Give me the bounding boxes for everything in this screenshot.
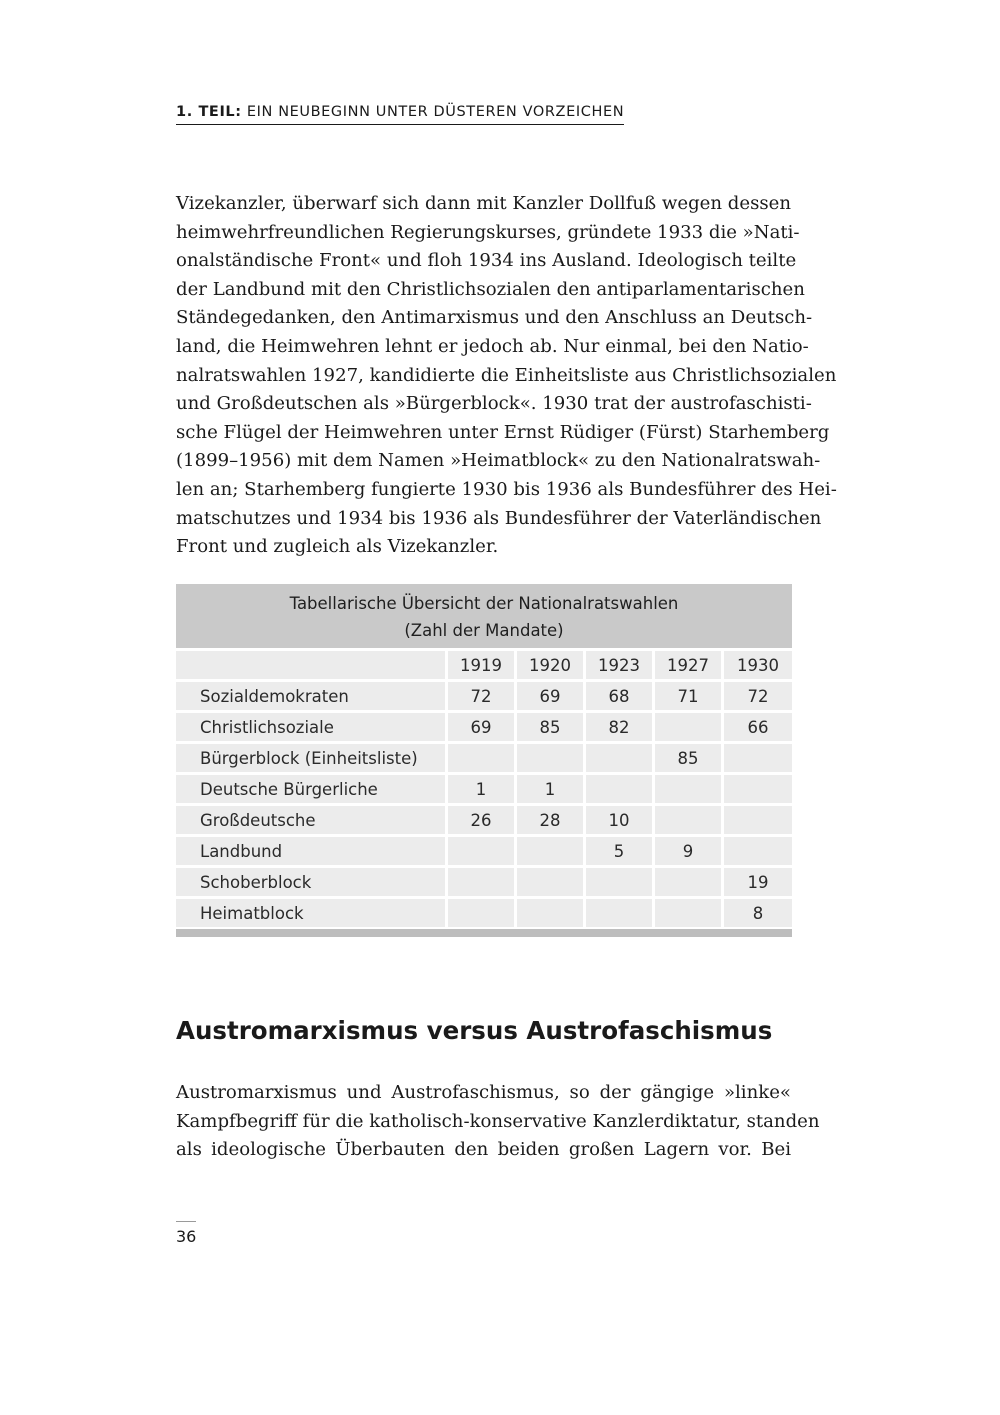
page-number: 36 [176,1227,197,1246]
text-line: (1899–1956) mit dem Namen »Heimatblock« zu den Nationalratswah- [176,450,821,472]
mandate-cell: 72 [448,682,517,713]
table-row [176,899,792,930]
mandate-cell: 8 [724,899,792,930]
text-line: Austromarxismus und Austrofaschismus, so der gängige »linke« [176,1082,791,1103]
text-line: nalratswahlen 1927, kandidierte die Einheitsliste aus Christlichsozialen [176,364,837,386]
mandate-cell [448,837,517,868]
running-head [176,104,624,125]
footer-rule [176,1221,196,1222]
mandate-cell: 69 [448,713,517,744]
table-row [176,713,792,744]
mandate-cell: 72 [724,682,792,713]
mandate-cell [517,868,586,899]
mandate-cell [655,806,724,837]
mandate-cell [517,837,586,868]
mandate-cell: 9 [655,837,724,868]
mandate-cell [724,806,792,837]
mandate-cell [586,775,655,806]
mandate-cell: 71 [655,682,724,713]
election-results-table [176,584,792,937]
body-paragraph-2 [176,1079,820,1165]
mandate-cell [448,868,517,899]
party-name: Großdeutsche [176,806,448,837]
mandate-cell [448,899,517,930]
mandate-cell [586,868,655,899]
mandate-cell: 1 [517,775,586,806]
text-line: sche Flügel der Heimwehren unter Ernst Rüdiger (Fürst) Starhemberg [176,421,830,443]
mandate-cell [655,899,724,930]
mandate-cell: 68 [586,682,655,713]
text-line: Kampfbegriff für die katholisch-konservative Kanzlerdiktatur, standen [176,1110,820,1132]
mandate-cell: 19 [724,868,792,899]
text-line: der Landbund mit den Christlichsozialen den antiparlamentarischen [176,278,805,300]
year-header: 1930 [724,651,792,682]
text-line: als ideologische Überbauten den beiden großen Lagern vor. Bei [176,1139,791,1161]
mandate-cell [448,744,517,775]
text-line: onalständische Front« und floh 1934 ins Ausland. Ideologisch teilte [176,250,797,272]
running-head-title: EIN NEUBEGINN UNTER DÜSTEREN VORZEICHEN [241,104,625,120]
party-name: Schoberblock [176,868,448,899]
party-name: Sozialdemokraten [176,682,448,713]
table-title-line-1: Tabellarische Übersicht der Nationalratswahlen [289,594,679,613]
table-row [176,775,792,806]
mandate-cell: 1 [448,775,517,806]
mandate-cell [724,744,792,775]
table-title-line-2: (Zahl der Mandate) [404,621,564,640]
year-header: 1927 [655,651,724,682]
running-head-part: 1. TEIL [176,104,236,120]
mandate-cell: 69 [517,682,586,713]
party-name: Christlichsoziale [176,713,448,744]
table-row [176,682,792,713]
table-title [176,584,792,648]
mandate-cell: 85 [517,713,586,744]
table-bottom-rule [176,929,792,937]
table-row [176,744,792,775]
text-line: land, die Heimwehren lehnt er jedoch ab. Nur einmal, bei den Natio- [176,335,809,357]
section-heading: Austromarxismus versus Austrofaschismus [176,1016,773,1045]
mandate-cell: 26 [448,806,517,837]
party-name: Bürgerblock (Einheitsliste) [176,744,448,775]
mandate-cell [724,837,792,868]
party-name: Deutsche Bürgerliche [176,775,448,806]
text-line: Vizekanzler, überwarf sich dann mit Kanzler Dollfuß wegen dessen [176,193,792,214]
mandates-table [176,651,792,930]
text-line: Front und zugleich als Vizekanzler. [176,536,499,558]
text-line: len an; Starhemberg fungierte 1930 bis 1936 als Bundesführer des Hei- [176,478,837,500]
running-head-separator: : [235,104,242,120]
year-header: 1923 [586,651,655,682]
text-line: Ständegedanken, den Antimarxismus und den Anschluss an Deutsch- [176,307,813,329]
mandate-cell: 85 [655,744,724,775]
party-name: Heimatblock [176,899,448,930]
header-corner-cell [176,651,448,682]
mandate-cell: 10 [586,806,655,837]
party-name: Landbund [176,837,448,868]
mandate-cell: 66 [724,713,792,744]
mandate-cell [586,899,655,930]
mandate-cell [655,775,724,806]
mandate-cell [517,899,586,930]
year-header: 1920 [517,651,586,682]
mandate-cell [655,868,724,899]
table-header-row [176,651,792,682]
mandate-cell [655,713,724,744]
table-row [176,868,792,899]
body-paragraph-1 [176,190,837,562]
text-line: matschutzes und 1934 bis 1936 als Bundesführer der Vaterländischen [176,507,822,529]
mandate-cell: 5 [586,837,655,868]
mandate-cell: 82 [586,713,655,744]
table-row [176,806,792,837]
mandate-cell: 28 [517,806,586,837]
mandate-cell [724,775,792,806]
table-row [176,837,792,868]
text-line: und Großdeutschen als »Bürgerblock«. 1930 trat der austrofaschisti- [176,393,812,415]
mandate-cell [586,744,655,775]
year-header: 1919 [448,651,517,682]
mandate-cell [517,744,586,775]
text-line: heimwehrfreundlichen Regierungskurses, gründete 1933 die »Nati- [176,221,800,243]
